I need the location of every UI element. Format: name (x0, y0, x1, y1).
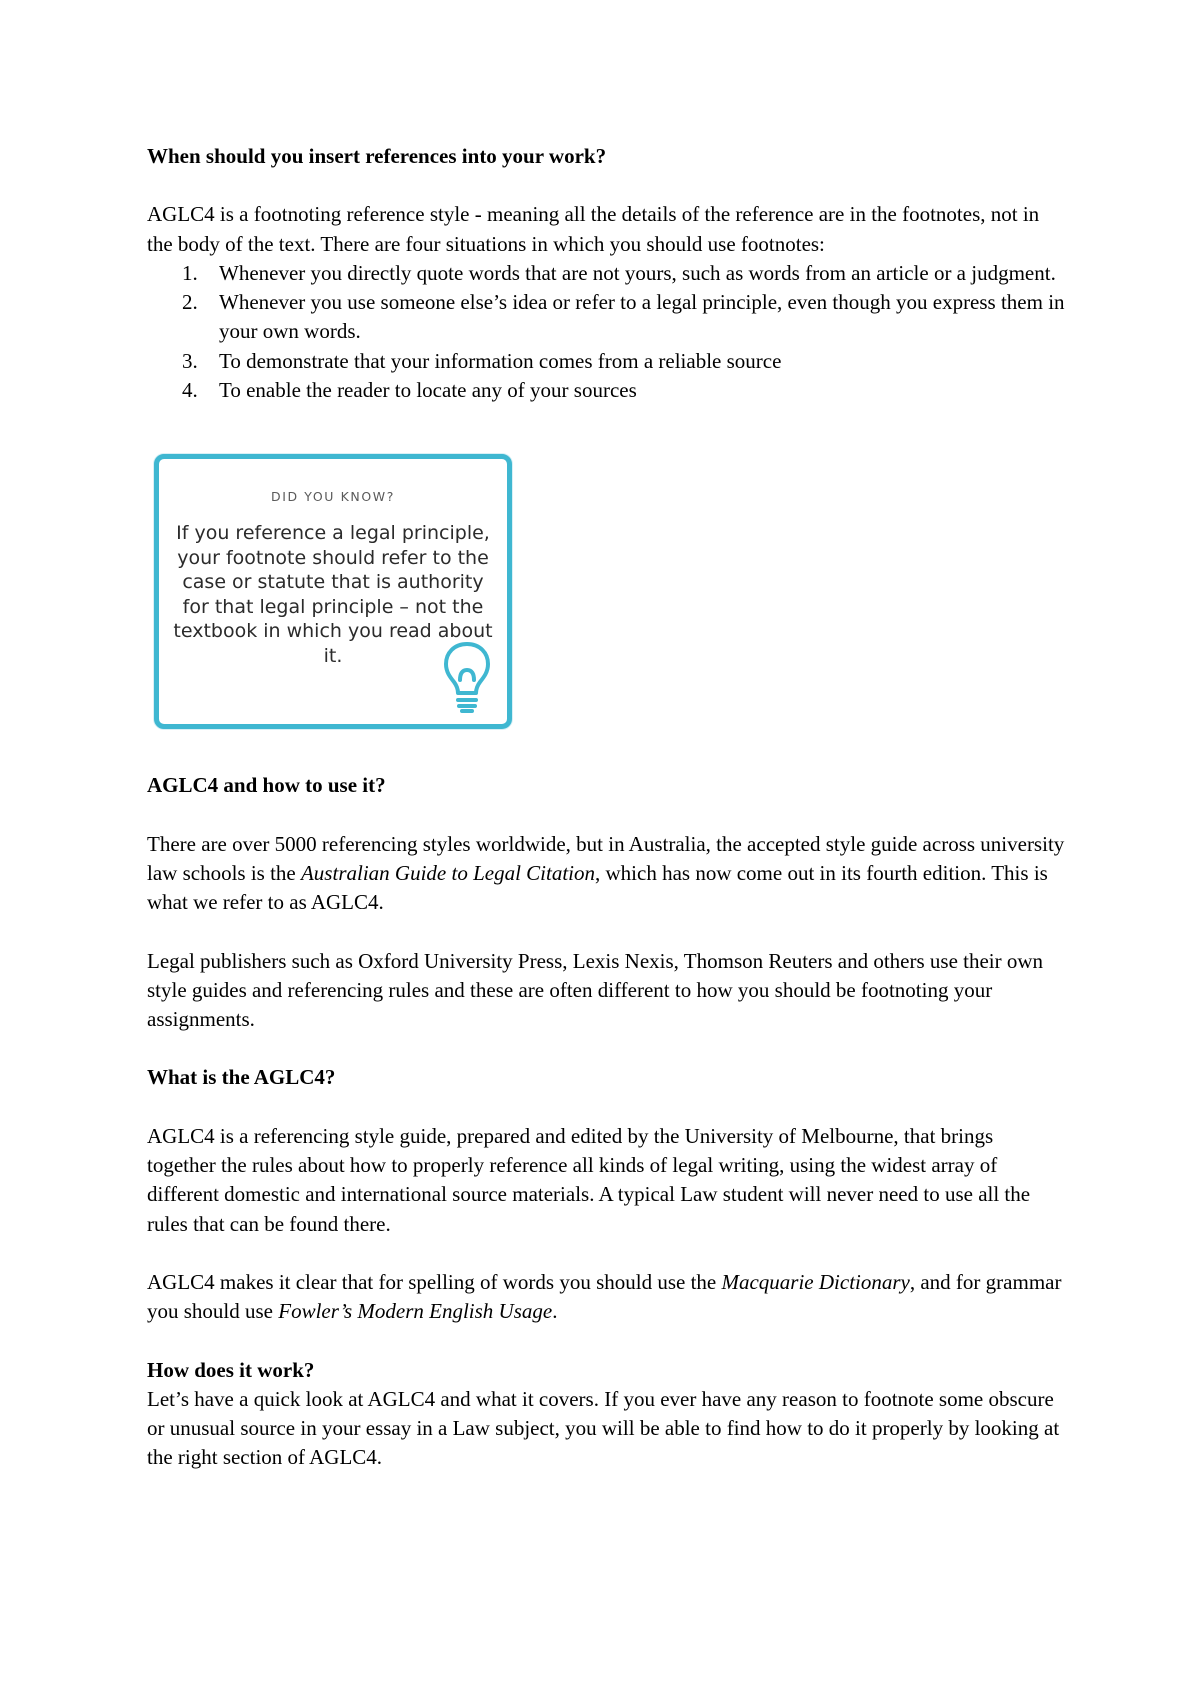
list-item (147, 288, 1067, 347)
list-item (147, 347, 1067, 376)
paragraph-aglc4-styles (147, 830, 1067, 918)
paragraph-aglc4-definition: AGLC4 is a referencing style guide, prepared and edited by the University of Melbourne, that brings together the rules about how to properly reference all kinds of legal writing, using the widest array of different domestic and international source materials. A typical Law student will never need to use all the rules that can be found there. (147, 1123, 1031, 1236)
text-run: There are over 5000 referencing styles worldwide, but in Australia, the accepted style guide across university law schools is the (147, 831, 1065, 885)
text-run: , which has now come out in its fourth edition. This is what we refer to as AGLC4. (147, 860, 1048, 915)
list-item-text: To demonstrate that your information comes from a reliable source (219, 348, 782, 373)
did-you-know-callout (154, 454, 512, 729)
paragraph-how-it-works: Let’s have a quick look at AGLC4 and what it covers. If you ever have any reason to footnote some obscure or unusual source in your essay in a Law subject, you will be able to find how to do it properly by looking at the right section of AGLC4. (147, 1386, 1060, 1470)
section-heading-how-does-it-work: How does it work? (147, 1357, 315, 1382)
paragraph-intro: AGLC4 is a footnoting reference style - meaning all the details of the reference are in the footnotes, not in the body of the text. There are four situations in which you should use footnotes: (147, 202, 1040, 256)
section-heading-what-is-aglc4: What is the AGLC4? (147, 1065, 336, 1090)
list-number: 4. (182, 378, 198, 403)
callout-text: If you reference a legal principle, your footnote should refer to the case or statute that is authority for that legal principle – not the textbook in which you read about it. (173, 522, 493, 667)
list-number: 2. (182, 290, 198, 315)
list-item (147, 376, 1067, 405)
list-item-text: Whenever you directly quote words that are not yours, such as words from an article or a judgment. (219, 260, 1056, 285)
book-title: Macquarie Dictionary (721, 1269, 910, 1294)
section-heading-aglc4-how: AGLC4 and how to use it? (147, 773, 386, 798)
list-item (147, 259, 1067, 288)
text-run: . (552, 1299, 558, 1324)
numbered-list (147, 259, 1067, 405)
list-item-text: To enable the reader to locate any of your sources (219, 378, 637, 403)
callout-label: DID YOU KNOW? (270, 489, 395, 505)
list-number: 3. (182, 348, 198, 373)
text-run: AGLC4 makes it clear that for spelling of words you should use the (147, 1269, 722, 1294)
list-item-text: Whenever you use someone else’s idea or refer to a legal principle, even though you express them in your own words. (219, 290, 1065, 344)
text-run: , and for grammar you should use (147, 1269, 1062, 1324)
section-heading-when-references: When should you insert references into your work? (147, 144, 607, 168)
paragraph-publishers: Legal publishers such as Oxford University Press, Lexis Nexis, Thomson Reuters and others use their own style guides and referencing rules and these are often different to how you should be footnoting your assignments. (147, 948, 1044, 1032)
list-number: 1. (182, 260, 198, 285)
lightbulb-icon (441, 640, 493, 716)
book-title: Fowler’s Modern English Usage (278, 1299, 553, 1324)
book-title: Australian Guide to Legal Citation (300, 860, 595, 885)
paragraph-spelling-grammar (147, 1268, 1067, 1327)
document-body (147, 142, 1067, 1473)
